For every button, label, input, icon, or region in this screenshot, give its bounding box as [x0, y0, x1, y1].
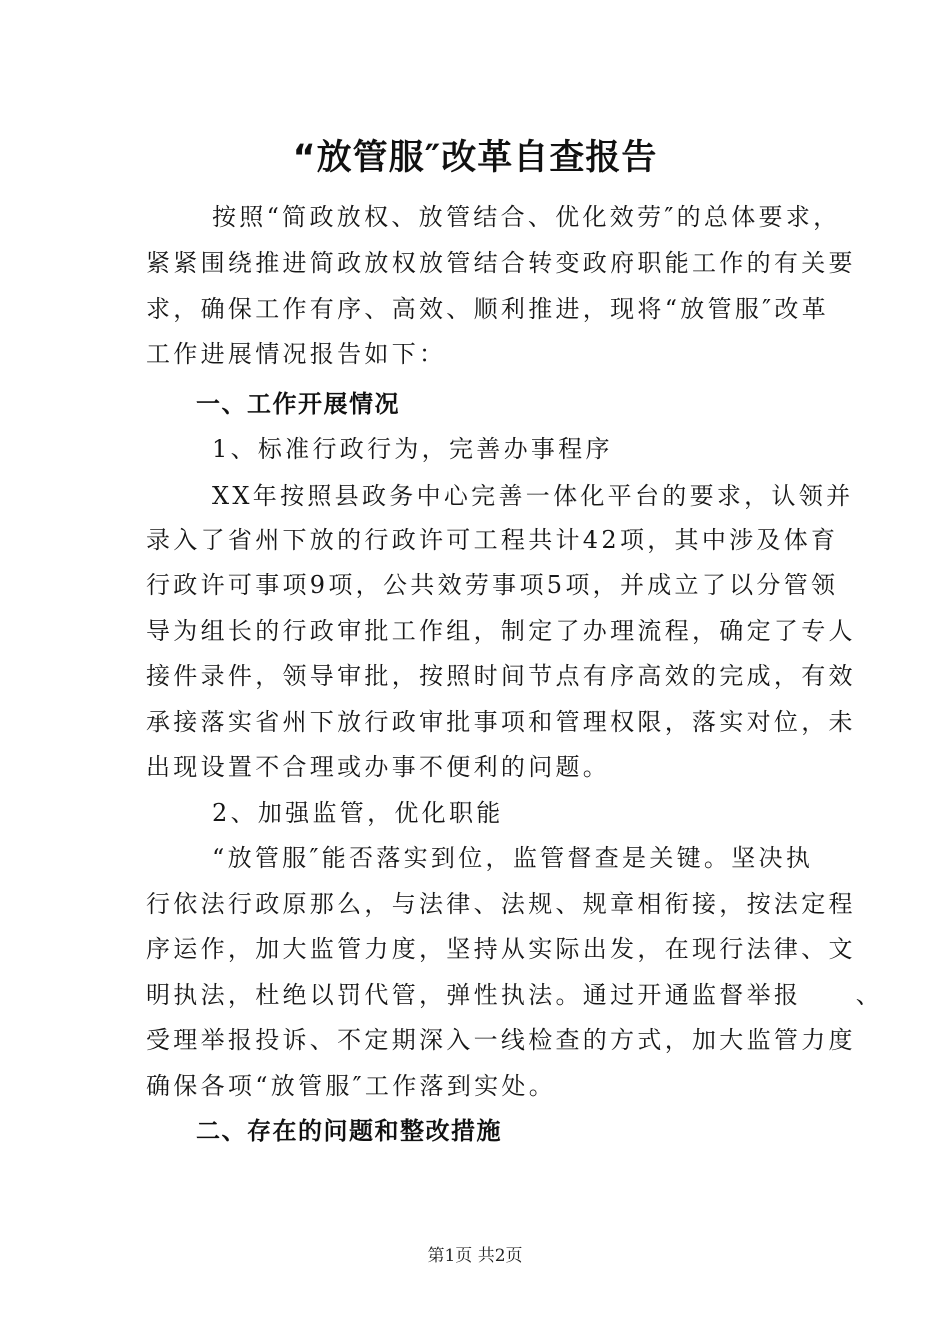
subsection-2-line-2: 行依法行政原那么，与法律、法规、规章相衔接，按法定程 [146, 890, 856, 918]
subsection-1-line-3: 行政许可事项9项，公共效劳事项5项，并成立了以分管领 [146, 571, 839, 599]
subsection-1-line-7: 出现设置不合理或办事不便利的问题。 [146, 753, 611, 781]
intro-line-3: 求，确保工作有序、高效、顺利推进，现将“放管服″改革 [146, 295, 830, 323]
subsection-1-line-1: XX年按照县政务中心完善一体化平台的要求，认领并 [212, 482, 854, 510]
subsection-2-line-1: “放管服″能否落实到位，监管督查是关键。坚决执 [212, 844, 814, 872]
subsection-1-heading: 1、标准行政行为，完善办事程序 [212, 435, 613, 463]
subsection-1-line-5: 接件录件，领导审批，按照时间节点有序高效的完成，有效 [146, 662, 856, 690]
section-2-heading: 二、存在的问题和整改措施 [196, 1117, 502, 1145]
subsection-2-heading: 2、加强监管，优化职能 [212, 799, 504, 827]
subsection-2-line-5: 受理举报投诉、不定期深入一线检查的方式，加大监管力度 [146, 1026, 856, 1054]
subsection-1-line-2: 录入了省州下放的行政许可工程共计42项，其中涉及体育 [146, 526, 839, 554]
document-title: “放管服″改革自查报告 [292, 138, 658, 178]
intro-line-2: 紧紧围绕推进简政放权放管结合转变政府职能工作的有关要 [146, 249, 856, 277]
intro-line-4: 工作进展情况报告如下： [146, 340, 447, 368]
subsection-2-line-4: 明执法，杜绝以罚代管，弹性执法。通过开通监督举报 、 [146, 981, 884, 1009]
section-1-heading: 一、工作开展情况 [196, 390, 400, 418]
subsection-2-line-6: 确保各项“放管服″工作落到实处。 [146, 1072, 557, 1100]
subsection-1-line-4: 导为组长的行政审批工作组，制定了办理流程，确定了专人 [146, 617, 856, 645]
subsection-2-line-3: 序运作，加大监管力度，坚持从实际出发，在现行法律、文 [146, 935, 856, 963]
page-number: 第1页 共2页 [427, 1246, 523, 1266]
intro-line-1: 按照“简政放权、放管结合、优化效劳″的总体要求， [212, 203, 841, 231]
subsection-1-line-6: 承接落实省州下放行政审批事项和管理权限，落实对位，未 [146, 708, 856, 736]
